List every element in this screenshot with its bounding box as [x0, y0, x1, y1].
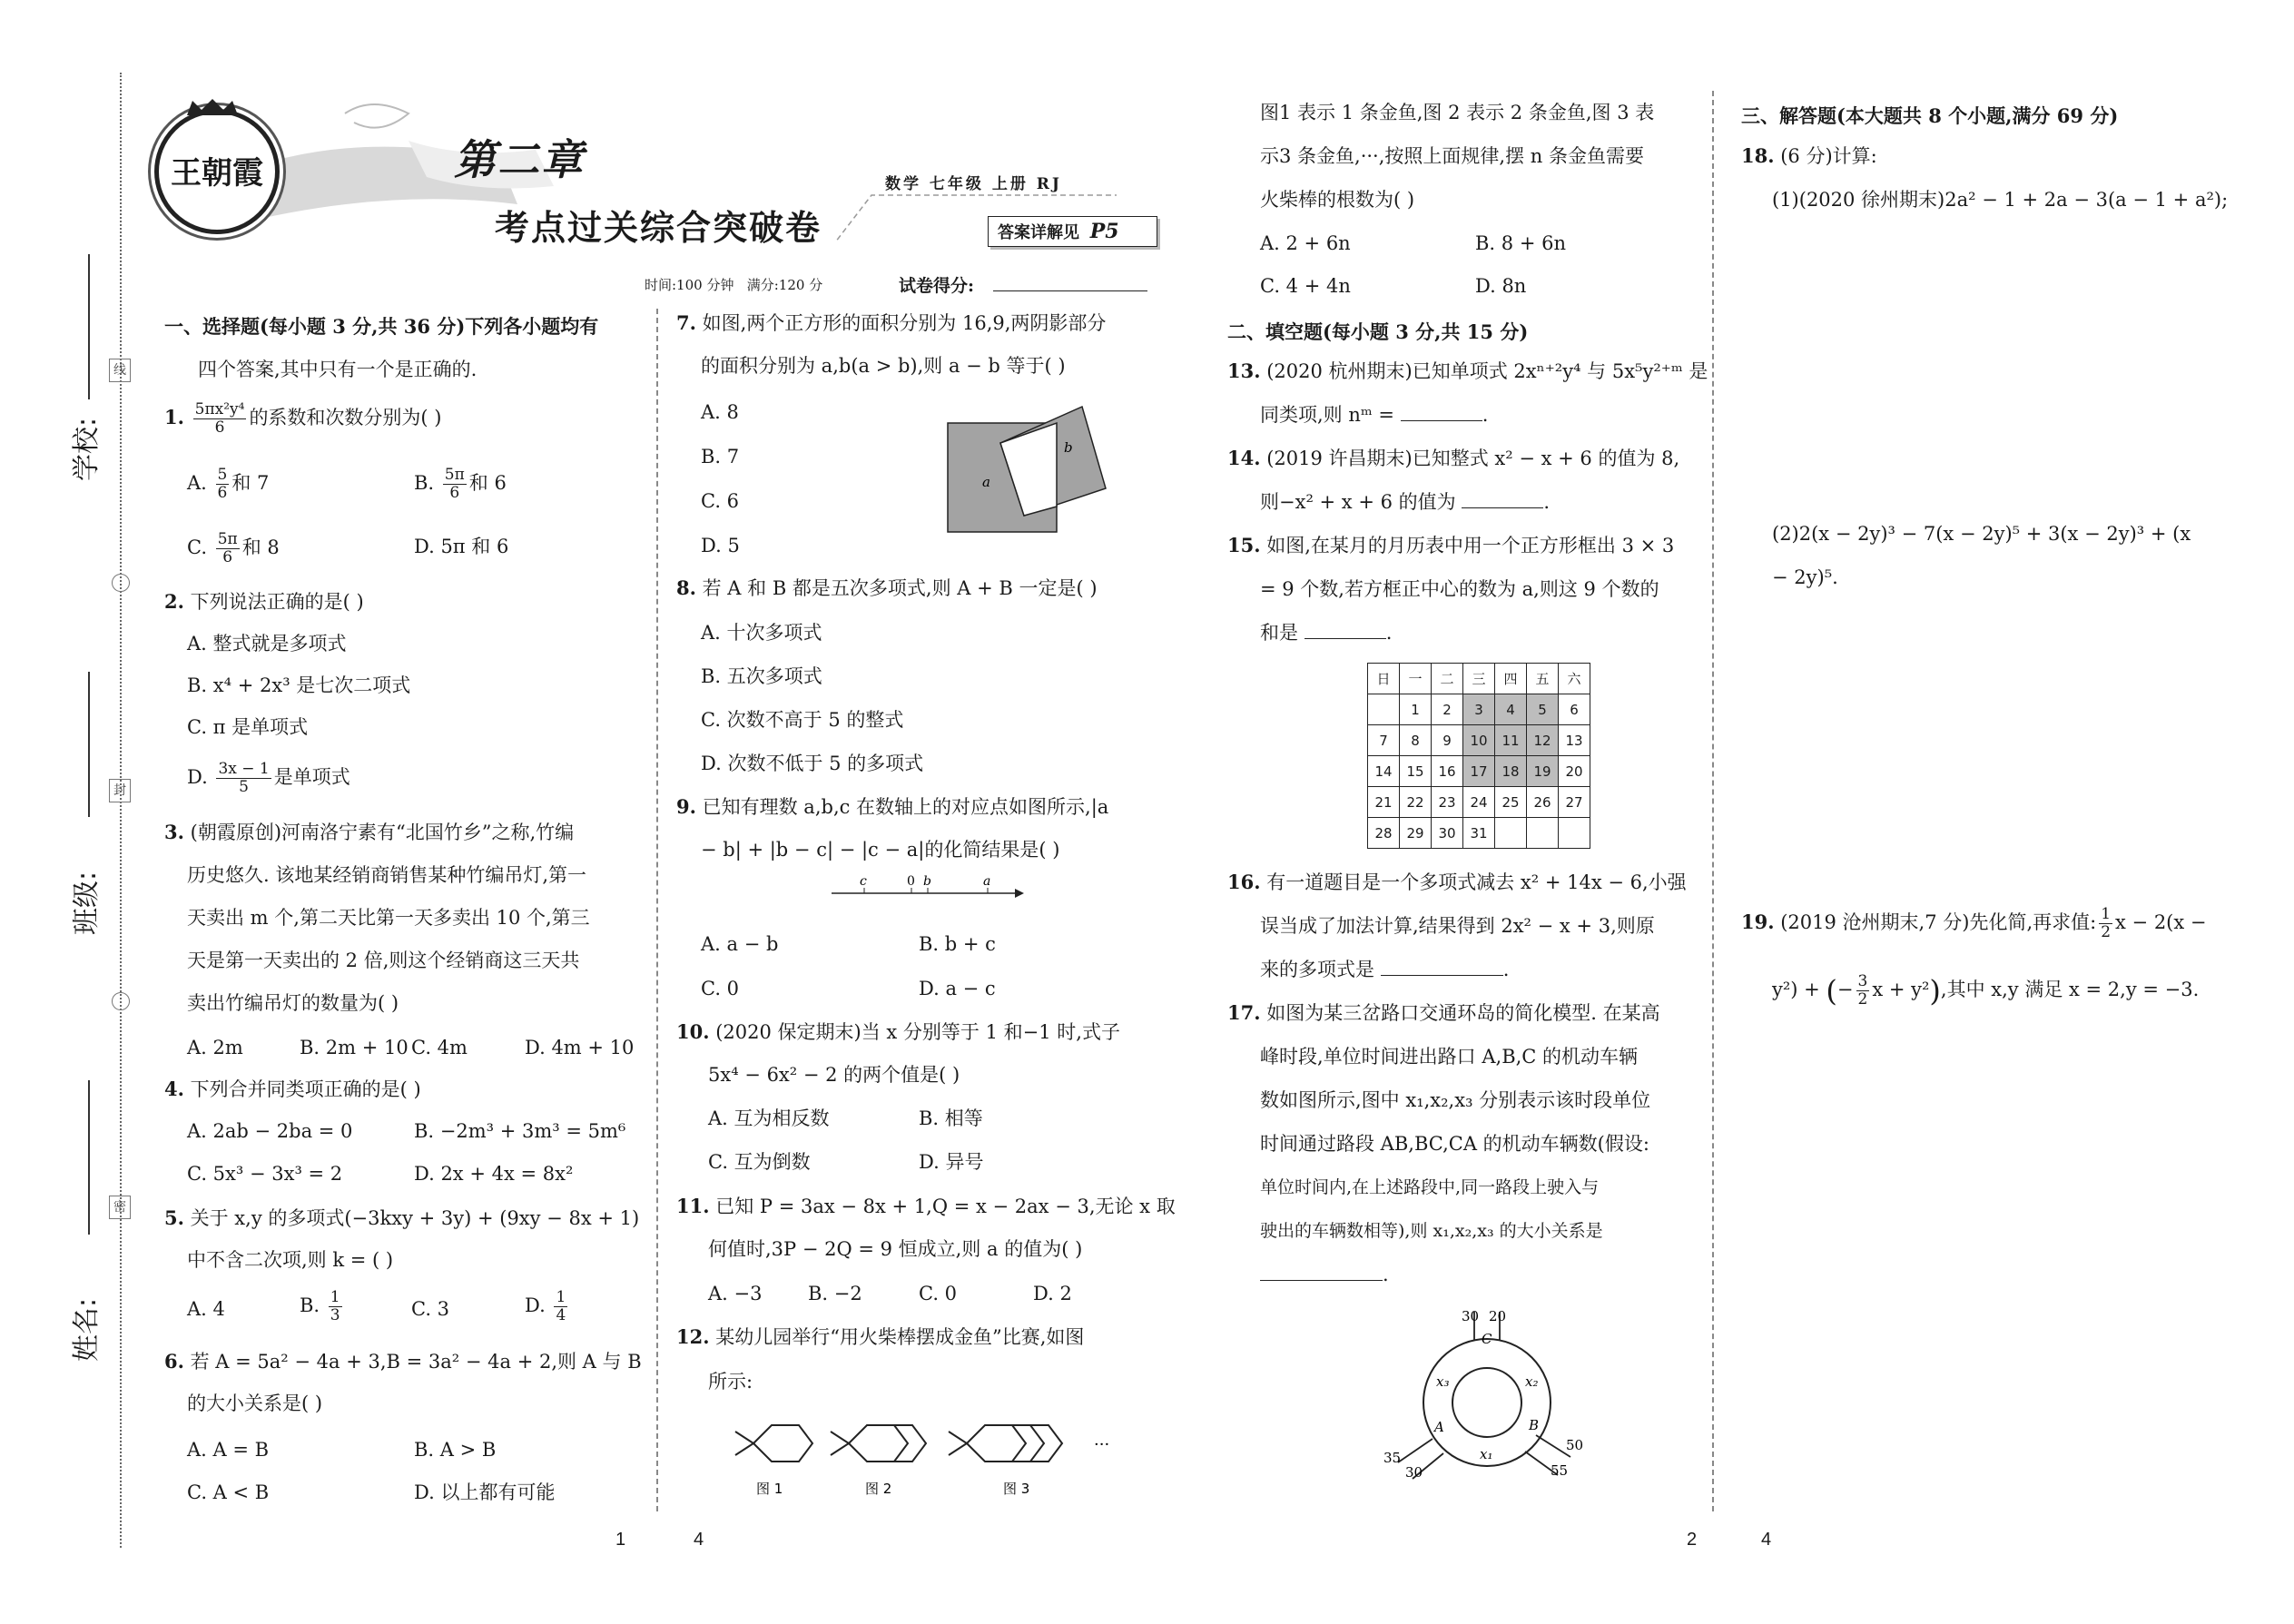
q9-option-b[interactable]: B. b + c	[919, 933, 996, 955]
q2-option-d[interactable]: D. $\frac{3x - 1}{5}$ 是单项式	[187, 760, 350, 796]
calendar-cell: 31	[1463, 818, 1495, 849]
question-17-line: 数如图所示,图中 x₁,x₂,x₃ 分别表示该时段单位	[1260, 1089, 1651, 1111]
question-14: 14. (2019 许昌期末)已知整式 x² − x + 6 的值为 8,	[1227, 447, 1680, 469]
calendar-cell: 23	[1432, 787, 1463, 818]
q4-option-b[interactable]: B. −2m³ + 3m³ = 5m⁶	[414, 1120, 626, 1142]
chapter-title: 第二章	[454, 135, 585, 184]
q1-option-b[interactable]: B. $\frac{5\pi}{6}$ 和 6	[414, 466, 507, 502]
roundabout-figure	[1380, 1303, 1598, 1484]
q5-option-b[interactable]: B. $\frac{1}{3}$	[300, 1288, 340, 1324]
q4-option-d[interactable]: D. 2x + 4x = 8x²	[414, 1163, 574, 1185]
q12-option-b[interactable]: B. 8 + 6n	[1475, 232, 1566, 254]
q6-option-d[interactable]: D. 以上都有可能	[414, 1481, 556, 1503]
question-3-line: 卖出竹编吊灯的数量为( )	[187, 992, 399, 1014]
binding-hole-2	[112, 992, 130, 1010]
page-number: 4	[1761, 1530, 1772, 1550]
fig-2-caption: 图 2	[865, 1481, 892, 1497]
calendar-cell: 9	[1432, 725, 1463, 756]
calendar-cell: 1	[1400, 694, 1432, 725]
q18-part-2-answer-area[interactable]	[1772, 599, 2226, 890]
section-3-title: 三、解答题(本大题共 8 个小题,满分 69 分)	[1741, 104, 2119, 127]
calendar-row	[1368, 756, 1590, 787]
q4-option-a[interactable]: A. 2ab − 2ba = 0	[187, 1120, 353, 1142]
subject-info: 数学 七年级 上册 RJ	[885, 175, 1062, 193]
question-5-line: 中不含二次项,则 k = ( )	[187, 1249, 394, 1271]
node-A: A	[1434, 1419, 1444, 1435]
q4-option-c[interactable]: C. 5x³ − 3x³ = 2	[187, 1163, 343, 1185]
q12-option-a[interactable]: A. 2 + 6n	[1260, 232, 1351, 254]
question-11-line: 何值时,3P − 2Q = 9 恒成立,则 a 的值为( )	[708, 1238, 1083, 1260]
q1-option-c[interactable]: C. $\frac{5\pi}{6}$ 和 8	[187, 530, 280, 566]
q5-option-a[interactable]: A. 4	[187, 1298, 225, 1320]
label-x3: x₃	[1436, 1373, 1450, 1390]
calendar-cell: 5	[1527, 694, 1559, 725]
question-6: 6. 若 A = 5a² − 4a + 3,B = 3a² − 4a + 2,则 A 与 B	[164, 1350, 642, 1373]
q3-option-d[interactable]: D. 4m + 10	[525, 1037, 635, 1058]
calendar-cell: 4	[1495, 694, 1527, 725]
q10-option-b[interactable]: B. 相等	[919, 1107, 983, 1129]
q12-option-c[interactable]: C. 4 + 4n	[1260, 275, 1351, 297]
class-label: 班级:	[71, 871, 103, 935]
q1-option-a[interactable]: A. $\frac{5}{6}$ 和 7	[187, 466, 270, 502]
q6-option-b[interactable]: B. A > B	[414, 1439, 497, 1461]
q9-number-line	[828, 873, 1028, 913]
q9-option-a[interactable]: A. a − b	[701, 933, 779, 955]
node-B: B	[1529, 1417, 1540, 1433]
question-8: 8. 若 A 和 B 都是五次多项式,则 A + B 一定是( )	[676, 576, 1098, 599]
flow-30-left: 30	[1405, 1464, 1423, 1481]
calendar-cell	[1527, 818, 1559, 849]
question-17-line: 单位时间内,在上述路段中,同一路段上驶入与	[1260, 1177, 1600, 1197]
question-4: 4. 下列合并同类项正确的是( )	[164, 1078, 421, 1100]
exam-title: 考点过关综合突破卷	[495, 207, 822, 248]
calendar-cell: 2	[1432, 694, 1463, 725]
flow-55: 55	[1551, 1462, 1569, 1479]
q18-part-1: (1)(2020 徐州期末)2a² − 1 + 2a − 3(a − 1 + a²);	[1772, 189, 2229, 211]
q6-option-a[interactable]: A. A = B	[187, 1439, 270, 1461]
question-13: 13. (2020 杭州期末)已知单项式 2xⁿ⁺²y⁴ 与 5x⁵y²⁺ᵐ 是	[1227, 359, 1708, 382]
q-text: 的系数和次数分别为( )	[249, 407, 442, 428]
question-11: 11. 已知 P = 3ax − 8x + 1,Q = x − 2ax − 3,无论 x 取	[676, 1195, 1176, 1217]
question-18: 18. (6 分)计算:	[1741, 144, 1877, 167]
calendar-cell	[1368, 694, 1400, 725]
binding-mark-seal: 封	[109, 779, 131, 802]
question-12-cont: 示3 条金鱼,···,按照上面规律,摆 n 条金鱼需要	[1260, 145, 1644, 167]
calendar-row	[1368, 694, 1590, 725]
calendar-cell: 13	[1559, 725, 1590, 756]
binding-dashed-line	[120, 73, 122, 1548]
calendar-cell: 12	[1527, 725, 1559, 756]
question-17-line: 时间通过路段 AB,BC,CA 的机动车辆数(假设:	[1260, 1133, 1649, 1155]
question-10: 10. (2020 保定期末)当 x 分别等于 1 和−1 时,式子	[676, 1020, 1120, 1043]
answer-blank[interactable]	[1381, 959, 1503, 976]
q2-option-c[interactable]: C. π 是单项式	[187, 716, 309, 738]
calendar-cell: 25	[1495, 787, 1527, 818]
question-9-line: − b| + |b − c| − |c − a|的化简结果是( )	[701, 839, 1060, 861]
question-13-line: 同类项,则 nᵐ = .	[1260, 404, 1489, 426]
calendar-cell: 15	[1400, 756, 1432, 787]
question-6-line: 的大小关系是( )	[187, 1393, 323, 1414]
question-17-line: 峰时段,单位时间进出路口 A,B,C 的机动车辆	[1260, 1046, 1639, 1068]
calendar-row	[1368, 787, 1590, 818]
flow-35: 35	[1383, 1450, 1402, 1466]
calendar-cell: 21	[1368, 787, 1400, 818]
question-7: 7. 如图,两个正方形的面积分别为 16,9,两阴影部分	[676, 311, 1107, 334]
q18-part-2-line: − 2y)⁵.	[1772, 566, 1838, 588]
question-19: 19. (2019 沧州期末,7 分)先化简,再求值: $\frac{1}{2}$ x − 2(x −	[1741, 905, 2207, 941]
calendar-row	[1368, 725, 1590, 756]
fish-dots: ···	[1094, 1435, 1110, 1454]
name-field-line[interactable]	[88, 1080, 90, 1235]
q10-option-a[interactable]: A. 互为相反数	[708, 1107, 830, 1129]
section-1-title-cont: 四个答案,其中只有一个是正确的.	[198, 359, 478, 380]
fig-3-caption: 图 3	[1003, 1481, 1030, 1497]
column-divider-1	[656, 309, 658, 1511]
calendar-cell: 29	[1400, 818, 1432, 849]
q9-option-d[interactable]: D. a − c	[919, 978, 996, 999]
axis-label-0: 0	[907, 874, 915, 889]
calendar-header-cell: 日	[1368, 664, 1400, 694]
binding-mark-secret: 密	[109, 1196, 131, 1219]
question-17-line: 驶出的车辆数相等),则 x₁,x₂,x₃ 的大小关系是	[1260, 1221, 1603, 1241]
question-1	[164, 401, 442, 437]
calendar-header-cell: 二	[1432, 664, 1463, 694]
question-3-line: 历史悠久. 该地某经销商销售某种竹编吊灯,第一	[187, 864, 587, 886]
calendar-header-cell: 三	[1463, 664, 1495, 694]
q11-option-d[interactable]: D. 2	[1033, 1283, 1072, 1304]
q7-option-a[interactable]: A. 8	[701, 401, 739, 423]
calendar-header-cell: 一	[1400, 664, 1432, 694]
page-number: 2	[1687, 1530, 1698, 1550]
label-x2: x₂	[1525, 1373, 1539, 1390]
question-12: 12. 某幼儿园举行“用火柴棒摆成金鱼”比赛,如图	[676, 1325, 1085, 1348]
fig-1-caption: 图 1	[756, 1481, 783, 1497]
question-15-line: 和是 .	[1260, 622, 1393, 644]
calendar-header-cell: 五	[1527, 664, 1559, 694]
calendar-cell: 16	[1432, 756, 1463, 787]
question-16-line: 误当成了加法计算,结果得到 2x² − x + 3,则原	[1260, 915, 1655, 937]
q5-option-d[interactable]: D. $\frac{1}{4}$	[525, 1288, 566, 1324]
school-field-line[interactable]	[88, 254, 90, 399]
question-12-cont: 火柴棒的根数为( )	[1260, 189, 1415, 211]
answer-ref-box	[988, 216, 1157, 247]
q1-option-d[interactable]: D. 5π 和 6	[414, 536, 509, 557]
q3-option-c[interactable]: C. 4m	[411, 1037, 468, 1058]
q11-option-a[interactable]: A. −3	[708, 1283, 763, 1304]
q3-option-b[interactable]: B. 2m + 10	[300, 1037, 409, 1058]
calendar-cell: 11	[1495, 725, 1527, 756]
logo-badge	[154, 109, 280, 234]
column-divider-2	[1712, 91, 1714, 1511]
q8-option-b[interactable]: B. 五次多项式	[701, 665, 822, 687]
q18-part-1-answer-area[interactable]	[1772, 218, 2226, 508]
calendar-cell: 6	[1559, 694, 1590, 725]
question-10-line: 5x⁴ − 6x² − 2 的两个值是( )	[708, 1064, 960, 1086]
calendar-header-cell: 六	[1559, 664, 1590, 694]
answer-ref-label: 答案详解见	[998, 223, 1079, 242]
question-3-line: 天卖出 m 个,第二天比第一天多卖出 10 个,第三	[187, 907, 590, 929]
calendar-cell: 3	[1463, 694, 1495, 725]
question-3-line: 天是第一天卖出的 2 倍,则这个经销商这三天共	[187, 950, 580, 971]
axis-label-a: a	[983, 874, 991, 889]
calendar-cell	[1495, 818, 1527, 849]
question-15-line: = 9 个数,若方框正中心的数为 a,则这 9 个数的	[1260, 578, 1659, 600]
section-2-title: 二、填空题(每小题 3 分,共 15 分)	[1227, 320, 1529, 343]
q7-squares-figure	[944, 399, 1108, 536]
calendar-row	[1368, 818, 1590, 849]
axis-label-c: c	[860, 874, 867, 889]
page-number: 1	[615, 1530, 626, 1550]
calendar-cell: 27	[1559, 787, 1590, 818]
answer-blank[interactable]	[1462, 491, 1543, 508]
calendar-cell: 14	[1368, 756, 1400, 787]
question-2: 2. 下列说法正确的是( )	[164, 590, 364, 613]
q8-option-c[interactable]: C. 次数不高于 5 的整式	[701, 709, 904, 731]
fig-label-b: b	[1064, 439, 1073, 456]
binding-mark-line: 线	[109, 359, 131, 382]
calendar-header-cell: 四	[1495, 664, 1527, 694]
q-number: 1.	[164, 406, 184, 428]
q11-option-b[interactable]: B. −2	[808, 1283, 862, 1304]
calendar-cell: 24	[1463, 787, 1495, 818]
q5-option-c[interactable]: C. 3	[411, 1298, 450, 1320]
calendar-cell: 19	[1527, 756, 1559, 787]
q7-option-c[interactable]: C. 6	[701, 490, 740, 512]
question-7-line: 的面积分别为 a,b(a > b),则 a − b 等于( )	[701, 355, 1066, 377]
q18-part-2: (2)2(x − 2y)³ − 7(x − 2y)⁵ + 3(x − 2y)³ + (x	[1772, 523, 2191, 545]
question-12-line: 所示:	[708, 1371, 753, 1393]
flow-50: 50	[1566, 1437, 1584, 1453]
calendar-cell: 7	[1368, 725, 1400, 756]
calendar-cell: 18	[1495, 756, 1527, 787]
calendar-cell: 30	[1432, 818, 1463, 849]
q10-option-d[interactable]: D. 异号	[919, 1151, 984, 1173]
question-12-cont: 图1 表示 1 条金鱼,图 2 表示 2 条金鱼,图 3 表	[1260, 102, 1655, 123]
question-19-line: y²) + (− $\frac{3}{2}$ x + y²),其中 x,y 满足 x = 2,y = −3.	[1772, 972, 2200, 1009]
score-label: 试卷得分:	[899, 276, 975, 296]
calendar-cell	[1559, 818, 1590, 849]
section-1-title: 一、选择题(每小题 3 分,共 36 分)下列各小题均有	[164, 315, 599, 338]
q10-option-c[interactable]: C. 互为倒数	[708, 1151, 811, 1173]
school-label: 学校:	[71, 417, 103, 481]
q2-option-a[interactable]: A. 整式就是多项式	[187, 633, 347, 655]
question-16-line: 来的多项式是 .	[1260, 959, 1510, 980]
calendar-cell: 8	[1400, 725, 1432, 756]
flow-20-top: 20	[1489, 1308, 1507, 1324]
answer-page: P5	[1089, 220, 1119, 243]
question-14-line: 则−x² + x + 6 的值为 .	[1260, 491, 1551, 513]
score-field[interactable]	[993, 290, 1147, 291]
answer-blank[interactable]	[1401, 404, 1482, 421]
question-17-line: .	[1260, 1264, 1389, 1285]
q19-answer-area[interactable]	[1772, 1026, 2226, 1462]
calendar-cell: 20	[1559, 756, 1590, 787]
q9-option-c[interactable]: C. 0	[701, 978, 740, 999]
name-label: 姓名:	[71, 1297, 103, 1362]
calendar-cell: 28	[1368, 818, 1400, 849]
q8-option-a[interactable]: A. 十次多项式	[701, 622, 822, 644]
q6-option-c[interactable]: C. A < B	[187, 1481, 270, 1503]
calendar-cell: 26	[1527, 787, 1559, 818]
question-17: 17. 如图为某三岔路口交通环岛的简化模型. 在某高	[1227, 1001, 1660, 1024]
time-info: 时间:100 分钟 满分:120 分	[645, 277, 823, 293]
page-number: 4	[694, 1530, 704, 1550]
q7-option-d[interactable]: D. 5	[701, 535, 740, 556]
binding-hole-1	[112, 574, 130, 592]
crown-icon	[185, 97, 240, 117]
question-5: 5. 关于 x,y 的多项式(−3kxy + 3y) + (9xy − 8x + 1)	[164, 1206, 640, 1229]
answer-blank[interactable]	[1305, 622, 1386, 639]
q8-option-d[interactable]: D. 次数不低于 5 的多项式	[701, 753, 924, 774]
q2-option-b[interactable]: B. x⁴ + 2x³ 是七次二项式	[187, 674, 411, 696]
q12-option-d[interactable]: D. 8n	[1475, 275, 1527, 297]
answer-blank[interactable]	[1260, 1264, 1383, 1281]
q11-option-c[interactable]: C. 0	[919, 1283, 958, 1304]
calendar-cell: 22	[1400, 787, 1432, 818]
class-field-line[interactable]	[88, 672, 90, 817]
calendar-cell: 17	[1463, 756, 1495, 787]
flow-30-top: 30	[1462, 1308, 1480, 1324]
q7-option-b[interactable]: B. 7	[701, 446, 740, 468]
q3-option-a[interactable]: A. 2m	[187, 1037, 243, 1058]
calendar-table	[1367, 663, 1590, 849]
label-x1: x₁	[1480, 1446, 1493, 1462]
question-15: 15. 如图,在某月的月历表中用一个正方形框出 3 × 3	[1227, 534, 1675, 556]
question-16: 16. 有一道题目是一个多项式减去 x² + 14x − 6,小强	[1227, 871, 1687, 893]
question-3: 3. (朝霞原创)河南洛宁素有“北国竹乡”之称,竹编	[164, 821, 575, 843]
axis-label-b: b	[923, 874, 931, 889]
fig-label-a: a	[982, 474, 990, 490]
fraction: $\frac{\text{5πx²y⁴}}{6}$	[194, 400, 245, 437]
q12-matchstick-fish-figure	[731, 1412, 1121, 1502]
logo-text: 王朝霞	[171, 155, 263, 192]
calendar-cell: 10	[1463, 725, 1495, 756]
question-9: 9. 已知有理数 a,b,c 在数轴上的对应点如图所示,|a	[676, 795, 1109, 818]
node-C: C	[1482, 1331, 1492, 1347]
